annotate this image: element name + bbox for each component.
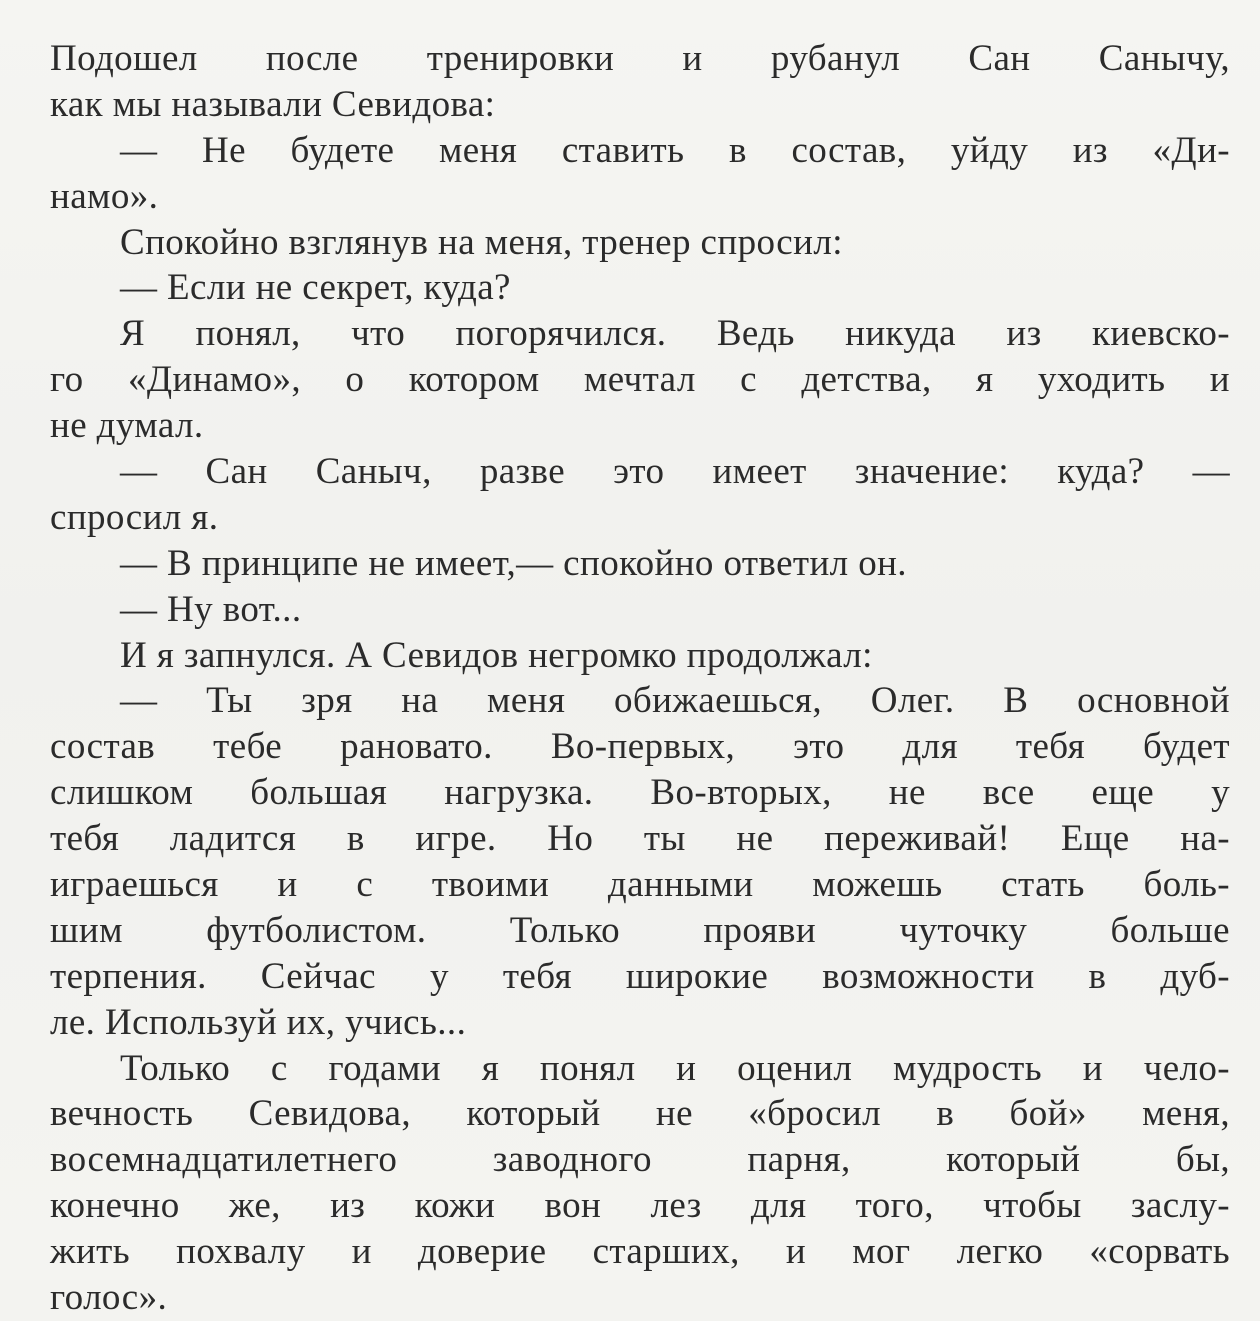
text-line: конечно же, из кожи вон лез для того, чтобы заслу-	[50, 1185, 1230, 1227]
text-line: намо».	[50, 175, 159, 217]
text-line: Только с годами я понял и оценил мудрость и чело-	[120, 1047, 1230, 1089]
text-line: голос».	[50, 1277, 168, 1319]
text-line: состав тебе рановато. Во-первых, это для тебя будет	[50, 726, 1230, 768]
text-line: го «Динамо», о котором мечтал с детства, я уходить и	[50, 359, 1230, 401]
text-line: — Ты зря на меня обижаешься, Олег. В основной	[120, 680, 1230, 722]
text-line: — Если не секрет, куда?	[120, 267, 511, 309]
body-text	[50, 36, 1230, 1321]
text-line: Я понял, что погорячился. Ведь никуда из киевско-	[120, 313, 1230, 355]
text-line: тебя ладится в игре. Но ты не переживай! Еще на-	[50, 818, 1230, 860]
text-line: — Не будете меня ставить в состав, уйду из «Ди-	[120, 129, 1230, 171]
text-line: не думал.	[50, 405, 204, 447]
text-line: как мы называли Севидова:	[50, 83, 496, 125]
text-line: шим футболистом. Только прояви чуточку больше	[50, 909, 1230, 951]
text-line: — В принципе не имеет,— спокойно ответил он.	[120, 542, 907, 584]
text-line: И я запнулся. А Севидов негромко продолжал:	[120, 634, 873, 676]
text-line: Спокойно взглянув на меня, тренер спросил:	[120, 221, 843, 263]
text-line: — Ну вот...	[120, 588, 302, 630]
text-line: восемнадцатилетнего заводного парня, который бы,	[50, 1139, 1230, 1181]
text-line: играешься и с твоими данными можешь стать боль-	[50, 864, 1230, 906]
text-line: ле. Используй их, учись...	[50, 1001, 467, 1043]
text-line: — Сан Саныч, разве это имеет значение: куда? —	[120, 451, 1230, 493]
text-line: жить похвалу и доверие старших, и мог легко «сорвать	[50, 1231, 1230, 1273]
text-line: слишком большая нагрузка. Во-вторых, не все еще у	[50, 772, 1230, 814]
text-line: терпения. Сейчас у тебя широкие возможности в дуб-	[50, 955, 1230, 997]
text-line: Подошел после тренировки и рубанул Сан Санычу,	[50, 38, 1230, 79]
text-line: спросил я.	[50, 496, 219, 538]
text-line: вечность Севидова, который не «бросил в бой» меня,	[50, 1093, 1230, 1135]
